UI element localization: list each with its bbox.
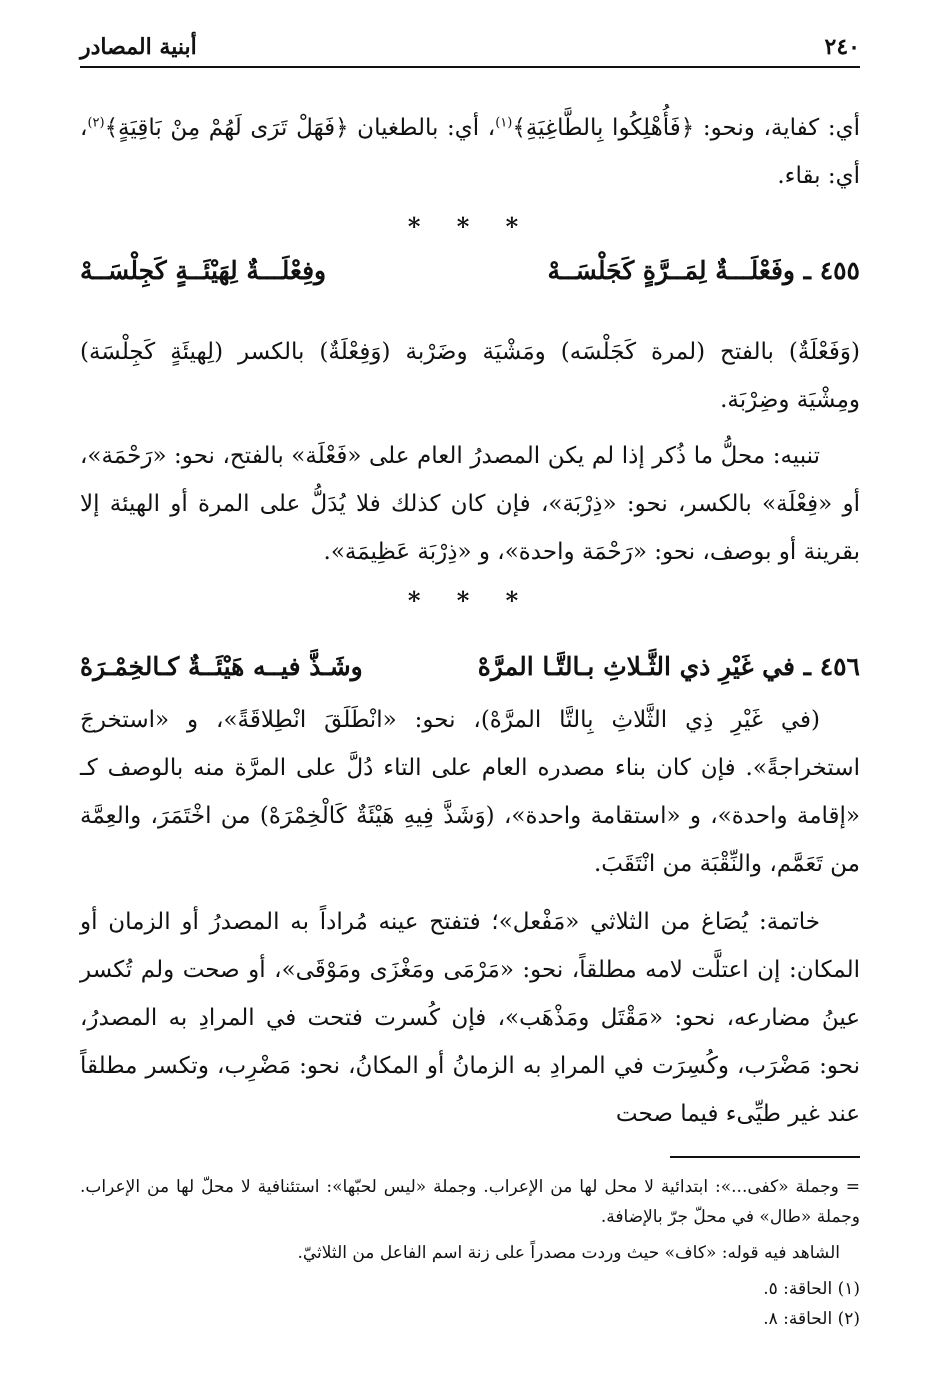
verse-456 — [80, 646, 860, 692]
verse-456-first-hemistich: ٤٥٦ ـ في غَيْرِ ذي الثَّـلاثِ بـالتَّـا المرَّهْ — [477, 652, 860, 681]
footnote-separator — [670, 1156, 860, 1158]
footnote-continuation: = وجملة «كفى...»: ابتدائية لا محل لها من الإعراب. وجملة «ليس لحبّها»: استئنافية لا محلّ لها من الإعراب. وجملة «طال» في محلّ جرّ بالإضافة. — [80, 1177, 860, 1227]
intro-paragraph — [80, 104, 860, 200]
running-title: أبنية المصادر — [80, 34, 197, 60]
section-divider-2: * * * — [407, 586, 533, 615]
verse-456-second-hemistich: وشَـذَّ فيــه هَيْئَــةٌ كـالخِمْـرَهْ — [80, 652, 363, 681]
tanbih-paragraph: تنبيه: محلُّ ما ذُكر إذا لم يكن المصدرُ العام على «فَعْلَة» بالفتح، نحو: «رَحْمَة»، أو «فِعْلَة» بالكسر، نحو: «ذِرْبَة»، فإن كان كذلك فلا يُدَلُّ على المرة أو الهيئة إلا بقرينة أو بوصف، نحو: «رَحْمَة واحدة»، و «ذِرْبَة عَظِيمَة». — [80, 443, 860, 565]
khatima-paragraph: خاتمة: يُصَاغ من الثلاثي «مَفْعل»؛ فتفتح عينه مُراداً به المصدرُ أو الزمان أو المكان: إن اعتلَّت لامه مطلقاً، نحو: «مَرْمَى ومَغْزَى ومَوْقَى»، أو صحت ولم تُكسر عينُ مضارعه، نحو: «مَقْتَل ومَذْهَب»، فإن كُسرت فتحت في المرادِ به المصدرُ، نحو: مَضْرَب، وكُسِرَت في المرادِ به الزمانُ أو المكانُ، نحو: مَضْرِب، وتكسر مطلقاً عند غير طيِّىء فيما صحت — [80, 909, 860, 1127]
page-number: ٢٤٠ — [824, 34, 860, 60]
footnote-1: (١) الحاقة: ٥. — [763, 1279, 860, 1299]
footnote-ref-2: (٢) — [87, 115, 105, 131]
book-page — [80, 28, 860, 1334]
footnote-ref-1: (١) — [495, 115, 513, 131]
verse-455 — [80, 250, 860, 296]
intro-text-2: ، أي: بالطغيان ﴿فَهَلْ تَرَى لَهُمْ مِنْ بَاقِيَةٍ﴾ — [104, 115, 496, 141]
verse-455-first-hemistich: ٤٥٥ ـ وفَعْلَـــةٌ لِمَــرَّةٍ كَجَلْسَــهْ — [547, 256, 860, 285]
footnote-shahid: الشاهد فيه قوله: «كاف» حيث وردت مصدراً على زنة اسم الفاعل من الثلاثيّ. — [297, 1243, 840, 1263]
verse-455-second-hemistich: وفِعْلَـــةٌ لِهَيْئَــةٍ كَجِلْسَــهْ — [80, 256, 327, 285]
commentary-455: (وَفَعْلَةٌ) بالفتح (لمرة كَجَلْسَه) ومَشْيَة وضَرْبة (وَفِعْلَةٌ) بالكسر (لِهيئَةٍ كَجِلْسَة) ومِشْيَة وضِرْبَة. — [80, 339, 860, 413]
section-divider: * * * — [407, 212, 533, 241]
intro-text-3: ، أي: بقاء. — [80, 115, 860, 189]
intro-text-1: أي: كفاية، ونحو: ﴿فَأُهْلِكُوا بِالطَّاغِيَةِ﴾ — [512, 115, 860, 141]
page-header — [80, 28, 860, 68]
footnote-2: (٢) الحاقة: ٨. — [763, 1309, 860, 1329]
commentary-456: (في غَيْرِ ذِي الثَّلاثِ بِالتَّا المرَّهْ)، نحو: «انْطَلَقَ انْطِلاقَةً»، و «استخرجَ استخراجةً». فإن كان بناء مصدره العام على التاء دُلَّ على المرَّة منه بالوصف كـ «إقامة واحدة»، و «استقامة واحدة»، (وَشَذَّ فِيهِ هَيْئَةٌ كَالْخِمْرَهْ) من اخْتَمَرَ، والعِمَّة من تَعَمَّم، والنِّقْبَة من انْتَقَبَ. — [80, 707, 860, 877]
